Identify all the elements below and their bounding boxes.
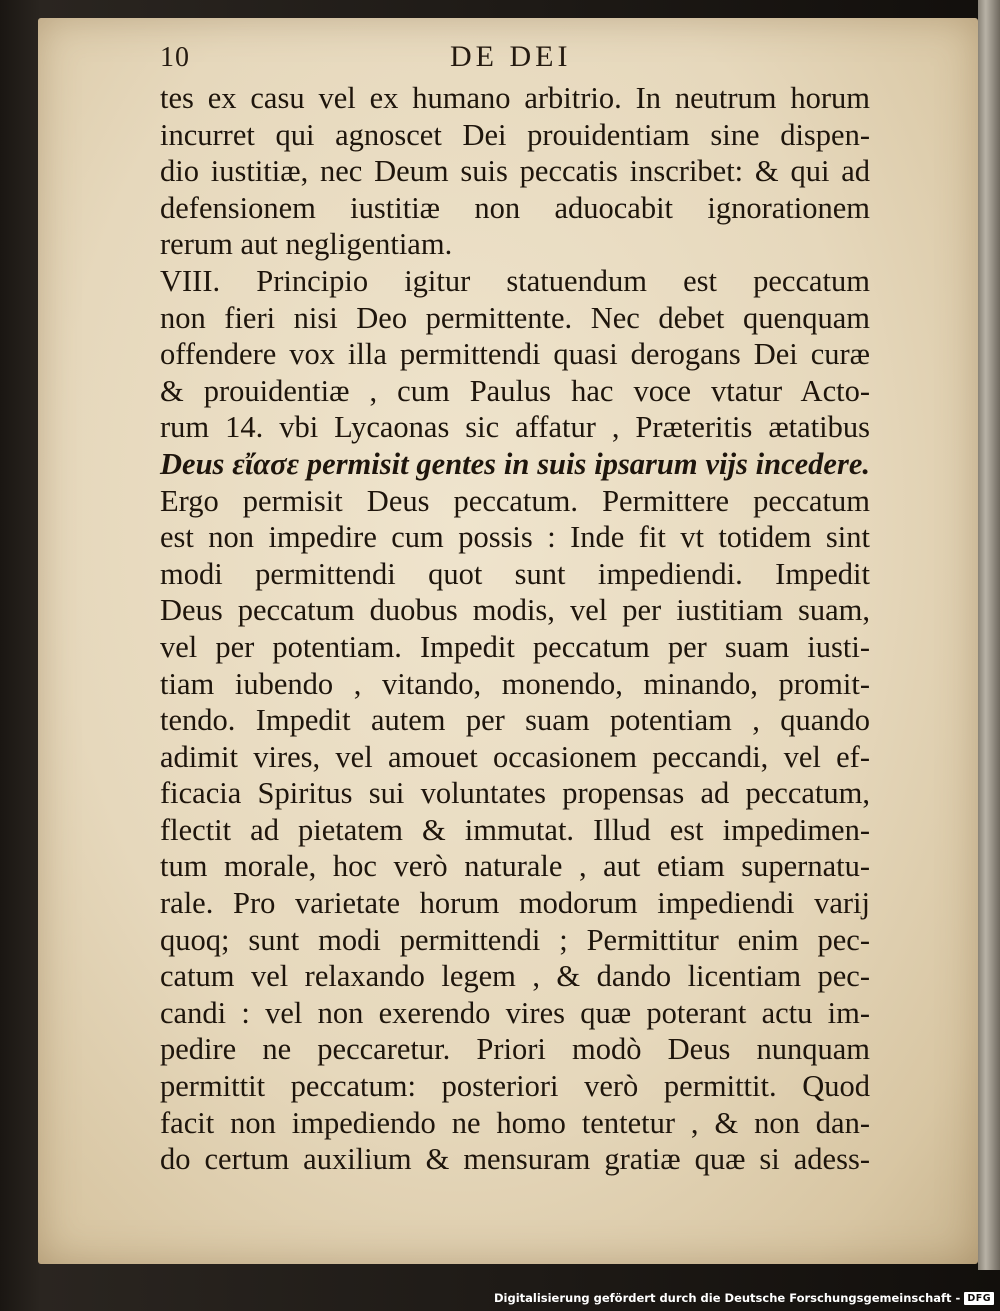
text-line: non fieri nisi Deo permittente. Nec debet quenquam [160, 300, 870, 335]
text-line: modi permittendi quot sunt impediendi. Impedit [160, 556, 870, 591]
text-line: quoq; sunt modi permittendi ; Permittitur enim pec- [160, 922, 870, 957]
text-line: rerum aut negligentiam. [160, 227, 453, 262]
credit-text: Digitalisierung gefördert durch die Deutsche Forschungsgemeinschaft - [493, 1291, 961, 1305]
text-line: dio iustitiæ, nec Deum suis peccatis inscribet: & qui ad [160, 154, 870, 189]
text-line: tes ex casu vel ex humano arbitrio. In neutrum horum [160, 81, 870, 115]
page-number: 10 [160, 42, 190, 73]
digitization-credit [494, 1291, 994, 1305]
text-line: offendere vox illa permittendi quasi derogans Dei curæ [160, 337, 870, 372]
text-line: incurret qui agnoscet Dei prouidentiam sine dispen- [160, 117, 870, 152]
text-line: Deus peccatum duobus modis, vel per iustitiam suam, [160, 593, 870, 628]
dfg-logo-icon: DFG [964, 1292, 994, 1305]
text-line: ficacia Spiritus sui voluntates propensas ad peccatum, [160, 776, 870, 811]
running-head: DE DEI [450, 40, 572, 73]
text-line: tiam iubendo , vitando, monendo, minando, promit- [160, 666, 870, 701]
text-line: rum 14. vbi Lycaonas sic affatur , Præteritis ætatibus [160, 410, 870, 445]
text-line: vel per potentiam. Impedit peccatum per suam iusti- [160, 629, 870, 664]
text-line: tum morale, hoc verò naturale , aut etiam supernatu- [160, 849, 870, 884]
text-line: pedire ne peccaretur. Priori modò Deus nunquam [160, 1032, 870, 1067]
text-line: candi : vel non exerendo vires quæ poterant actu im- [160, 995, 870, 1030]
body-text [160, 80, 870, 1178]
text-line: do certum auxilium & mensuram gratiæ quæ si adess- [160, 1142, 870, 1177]
text-line: rale. Pro varietate horum modorum impediendi varij [160, 886, 870, 921]
text-line: defensionem iustitiæ non aduocabit ignorationem [160, 190, 870, 225]
text-line: & prouidentiæ , cum Paulus hac voce vtatur Acto- [160, 373, 870, 408]
quotation-line: Deus εἴασε permisit gentes in suis ipsarum vijs incedere. [160, 446, 870, 481]
text-line: permittit peccatum: posteriori verò permittit. Quod [160, 1069, 870, 1104]
text-line: flectit ad pietatem & immutat. Illud est impedimen- [160, 812, 870, 847]
section-heading-line: VIII. Principio igitur statuendum est peccatum [160, 263, 870, 298]
page-header [160, 40, 880, 82]
text-line: facit non impediendo ne homo tentetur , & non dan- [160, 1105, 870, 1140]
text-line: Ergo permisit Deus peccatum. Permittere peccatum [160, 483, 870, 518]
text-line: adimit vires, vel amouet occasionem peccandi, vel ef- [160, 739, 870, 774]
text-line: tendo. Impedit autem per suam potentiam , quando [160, 703, 870, 738]
text-line: est non impedire cum possis : Inde fit vt totidem sint [160, 520, 870, 555]
text-line: catum vel relaxando legem , & dando licentiam pec- [160, 959, 870, 994]
book-fore-edge [978, 0, 1000, 1270]
